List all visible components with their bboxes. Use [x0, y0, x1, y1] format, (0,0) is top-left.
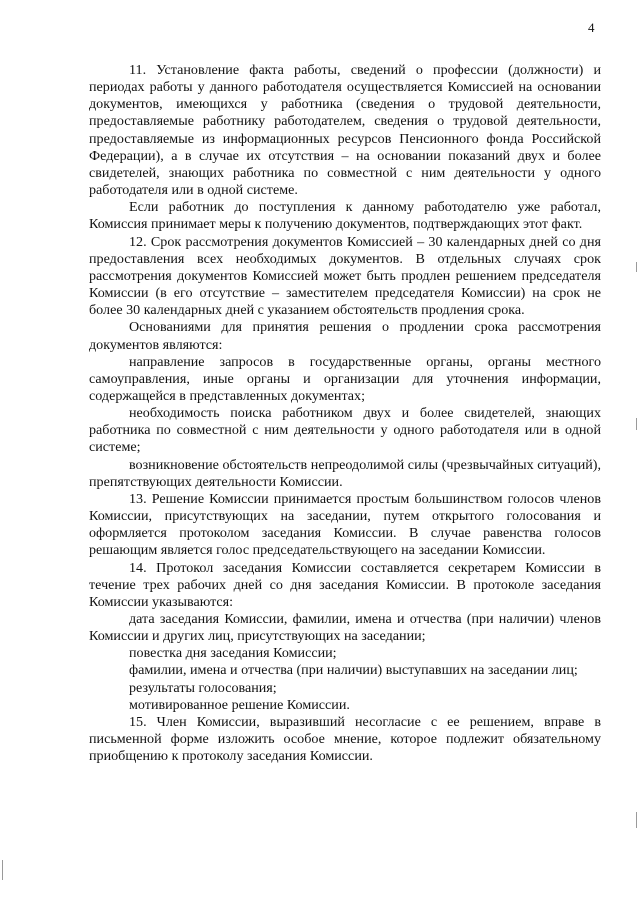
list-item-agenda: повестка дня заседания Комиссии; — [129, 645, 337, 662]
document-body — [89, 62, 601, 765]
list-item-requests: направление запросов в государственные органы, органы местного самоуправления, иные органы и организации для уточнения информации, содержащейся в представленных документах; — [89, 353, 601, 404]
paragraph-extension-grounds: Основаниями для принятия решения о продлении срока рассмотрения документов являются: — [89, 319, 601, 353]
paragraph-11-fact-of-work: 11. Установление факта работы, сведений о профессии (должности) и периодах работы у данного работодателя осуществляется Комиссией на основании документов, имеющихся у работника (сведения о трудовой деятельности, предоставляемые работнику работодателем, сведения о трудовой деятельности, предоставляемые из информационных ресурсов Пенсионного фонда Российской Федерации), а в случае их отсутствия – на основании показаний двух и более свидетелей, знающих работника по совместной с ним деятельности у одного работодателя или в одной системе. — [89, 62, 601, 199]
paragraph-14-protocol: 14. Протокол заседания Комиссии составляется секретарем Комиссии в течение трех рабочих дней со дня заседания Комиссии. В протоколе заседания Комиссии указываются: — [89, 559, 601, 610]
list-item-witness-search: необходимость поиска работником двух и более свидетелей, знающих работника по совместной с ним деятельности у одного работодателя или в одной системе; — [89, 405, 601, 456]
list-item-speakers: фамилии, имена и отчества (при наличии) выступавших на заседании лиц; — [129, 662, 578, 679]
scan-edge-mark-middle — [636, 418, 637, 430]
list-item-reasoned-decision: мотивированное решение Комиссии. — [129, 696, 350, 713]
list-item-meeting-date: дата заседания Комиссии, фамилии, имена и отчества (при наличии) членов Комиссии и других лиц, присутствующих на заседании; — [89, 611, 601, 645]
scan-edge-mark-bottom — [636, 812, 637, 828]
list-item-voting-results: результаты голосования; — [129, 679, 277, 696]
paragraph-prior-employment: Если работник до поступления к данному работодателю уже работал, Комиссия принимает меры к получению документов, подтверждающих этот факт. — [89, 199, 601, 233]
scan-edge-mark-left — [2, 860, 3, 880]
page-number: 4 — [588, 20, 595, 35]
paragraph-13-decision: 13. Решение Комиссии принимается простым большинством голосов членов Комиссии, присутствующих на заседании, путем открытого голосования и оформляется протоколом заседания Комиссии. В случае равенства голосов решающим является голос председательствующего на заседании Комиссии. — [89, 490, 601, 559]
scan-edge-mark-top — [636, 262, 637, 272]
list-item-force-majeure: возникновение обстоятельств непреодолимой силы (чрезвычайных ситуаций), препятствующих деятельности Комиссии. — [89, 456, 601, 490]
paragraph-12-review-period: 12. Срок рассмотрения документов Комиссией – 30 календарных дней со дня предоставления всех необходимых документов. В отдельных случаях срок рассмотрения документов Комиссией может быть продлен решением председателя Комиссии (в его отсутствие – заместителем председателя Комиссии) на срок не более 30 календарных дней с указанием обстоятельств продления срока. — [89, 233, 601, 319]
paragraph-15-dissent: 15. Член Комиссии, выразивший несогласие с ее решением, вправе в письменной форме изложить особое мнение, которое подлежит обязательному приобщению к протоколу заседания Комиссии. — [89, 713, 601, 765]
